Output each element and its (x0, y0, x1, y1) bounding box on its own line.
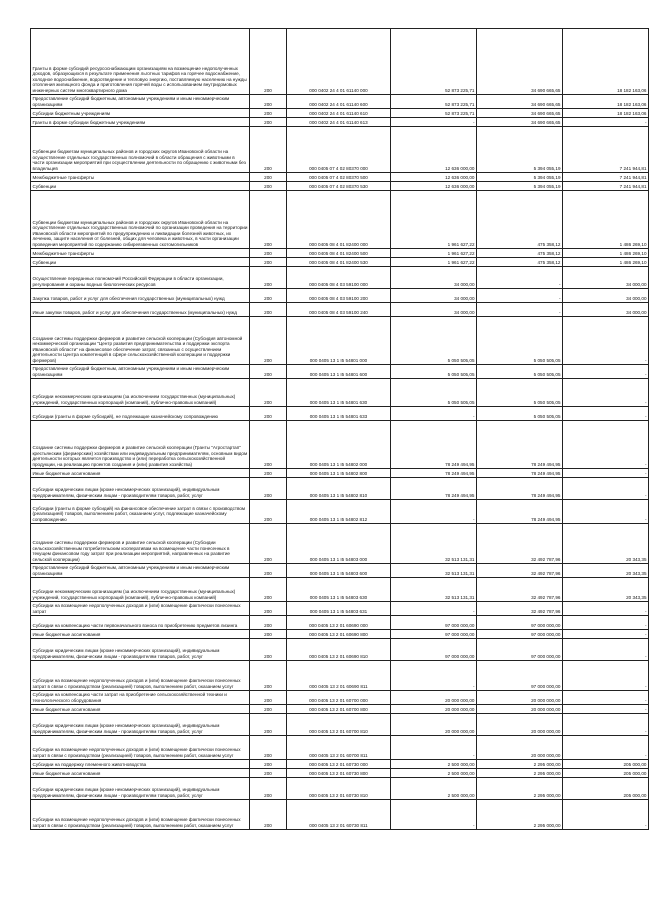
row-kbk-cell: 000 0405 08 4 01 82400 000 (287, 191, 391, 249)
table-row (31, 365, 649, 379)
table-row (31, 173, 649, 182)
row-executed-cell: 5 394 055,19 (477, 182, 563, 191)
row-approved-cell: 2 500 000,00 (391, 778, 477, 800)
row-kbk-cell: 000 0405 13 1 I5 54801 000 (287, 317, 391, 365)
row-approved-cell: 34 000,00 (391, 303, 477, 317)
row-unexecuted-cell: - (563, 421, 649, 469)
row-code-cell: 200 (250, 173, 287, 182)
row-approved-cell: 5 050 505,05 (391, 379, 477, 407)
row-executed-cell: 34 690 665,65 (477, 29, 563, 95)
row-approved-cell: - (391, 602, 477, 616)
row-name-cell: Иные бюджетные ассигнования (31, 769, 250, 778)
row-code-cell: 200 (250, 714, 287, 736)
row-executed-cell: 32 492 787,96 (477, 524, 563, 564)
row-unexecuted-cell: - (563, 500, 649, 524)
row-kbk-cell: 000 0405 13 2 01 60690 800 (287, 630, 391, 639)
row-name-cell: Межбюджетные трансферты (31, 249, 250, 258)
table-row (31, 578, 649, 602)
table-row (31, 118, 649, 127)
row-unexecuted-cell: - (563, 469, 649, 478)
row-unexecuted-cell: - (563, 379, 649, 407)
row-executed-cell: 97 000 000,00 (477, 616, 563, 630)
row-unexecuted-cell: - (563, 317, 649, 365)
row-name-cell: Субсидии некоммерческим организациям (за исключением государственных (муниципальных) учреждений, государственных корпораций (компаний), публично-правовых компаний) (31, 379, 250, 407)
row-name-cell: Субсидии юридическим лицам (кроме некоммерческих организаций), индивидуальным предпринимателям, физическим лицам - производителям товаров, работ, услуг (31, 478, 250, 500)
row-approved-cell: 34 000,00 (391, 267, 477, 289)
row-executed-cell: 5 050 505,05 (477, 379, 563, 407)
table-row (31, 736, 649, 760)
row-unexecuted-cell: 7 241 944,81 (563, 127, 649, 173)
row-executed-cell: 5 394 055,19 (477, 127, 563, 173)
row-executed-cell: 78 249 494,95 (477, 469, 563, 478)
row-kbk-cell: 000 0405 13 1 I5 54802 810 (287, 478, 391, 500)
row-code-cell: 200 (250, 736, 287, 760)
row-name-cell: Осуществление переданных полномочий Российской Федерации в области организации, регулирования и охраны водных биологических ресурсов (31, 267, 250, 289)
row-approved-cell: 52 873 225,71 (391, 95, 477, 109)
table-row (31, 469, 649, 478)
table-row (31, 524, 649, 564)
table-row (31, 714, 649, 736)
row-executed-cell: 97 000 000,00 (477, 639, 563, 661)
table-row (31, 639, 649, 661)
row-code-cell: 200 (250, 289, 287, 303)
row-name-cell: Субсидии (гранты в форме субсидий), не подлежащие казначейскому сопровождению (31, 407, 250, 421)
row-unexecuted-cell: - (563, 407, 649, 421)
row-name-cell: Создание системы поддержки фермеров и развитие сельской кооперации (Субсидии сельскохозяйственным потребительским кооперативам на возмещение части понесенных в текущем финансовом году затрат при реализации мероприятий, направленных на развитие сельской кооперации) (31, 524, 250, 564)
row-name-cell: Иные бюджетные ассигнования (31, 705, 250, 714)
table-row (31, 800, 649, 830)
row-unexecuted-cell: - (563, 714, 649, 736)
row-code-cell: 200 (250, 500, 287, 524)
table-row (31, 564, 649, 578)
row-executed-cell: 97 000 000,00 (477, 630, 563, 639)
row-code-cell: 200 (250, 303, 287, 317)
row-approved-cell: 78 249 494,95 (391, 469, 477, 478)
row-approved-cell: 52 873 225,71 (391, 109, 477, 118)
row-name-cell: Предоставление субсидий бюджетным, автономным учреждениям и иным некоммерческим организациям (31, 95, 250, 109)
row-kbk-cell: 000 0405 07 4 02 80370 530 (287, 182, 391, 191)
row-approved-cell: 5 050 505,05 (391, 365, 477, 379)
row-executed-cell: 2 295 000,00 (477, 769, 563, 778)
row-approved-cell: 12 636 000,00 (391, 182, 477, 191)
row-kbk-cell: 000 0402 24 4 01 61140 613 (287, 118, 391, 127)
row-code-cell: 200 (250, 778, 287, 800)
row-code-cell: 200 (250, 379, 287, 407)
row-executed-cell: 2 295 000,00 (477, 760, 563, 769)
table-row (31, 267, 649, 289)
row-name-cell: Субсидии юридическим лицам (кроме некоммерческих организаций), индивидуальным предпринимателям, физическим лицам - производителям товаров, работ, услуг (31, 639, 250, 661)
row-approved-cell: 5 050 505,05 (391, 317, 477, 365)
row-unexecuted-cell: - (563, 800, 649, 830)
row-unexecuted-cell: 205 000,00 (563, 760, 649, 769)
row-name-cell: Создание системы поддержки фермеров и развитие сельской кооперации (Гранты "Агростартап" крестьянским (фермерским) хозяйствам или индивидуальным предпринимателям, основным видом деятельности которых является производство и (или) переработка сельскохозяйственной продукции, на реализацию проектов создания и (или) развития хозяйства) (31, 421, 250, 469)
table-row (31, 630, 649, 639)
row-code-cell: 200 (250, 478, 287, 500)
row-name-cell: Гранты в форме субсидий ресурсоснабжающим организациям на возмещение недополученных доходов, образующихся в результате применения льготных тарифов на горячее водоснабжение, холодное водоснабжение, водоотведение и тепловую энергию, поставляемую населению на нужды отопления жилищного фонда и приготовления горячей воды с использованием внутридомовых инженерных систем многоквартирного дома (31, 29, 250, 95)
row-unexecuted-cell: 34 000,00 (563, 289, 649, 303)
row-unexecuted-cell: - (563, 639, 649, 661)
row-executed-cell: - (477, 289, 563, 303)
table-row (31, 109, 649, 118)
row-approved-cell: 78 249 494,95 (391, 421, 477, 469)
budget-execution-table (30, 28, 649, 830)
table-row (31, 258, 649, 267)
row-name-cell: Создание системы поддержки фермеров и развитие сельской кооперации (Субсидия автономной некоммерческой организации "Центр развития предпринимательства и поддержки экспорта Ивановской области" на финансовое обеспечение затрат, связанных с осуществлением деятельности Центра компетенций в сфере сельскохозяйственной кооперации и поддержки фермеров) (31, 317, 250, 365)
row-code-cell: 200 (250, 249, 287, 258)
row-kbk-cell: 000 0405 07 4 02 80370 500 (287, 173, 391, 182)
row-name-cell: Субсидии на компенсацию части затрат на приобретение сельскохозяйственной техники и технологического оборудования (31, 691, 250, 705)
row-approved-cell: 20 000 000,00 (391, 705, 477, 714)
row-code-cell: 200 (250, 630, 287, 639)
row-approved-cell: - (391, 736, 477, 760)
table-row (31, 379, 649, 407)
row-name-cell: Субсидии на возмещение недополученных доходов и (или) возмещение фактически понесенных затрат (31, 602, 250, 616)
row-approved-cell: - (391, 118, 477, 127)
row-code-cell: 200 (250, 407, 287, 421)
row-unexecuted-cell: 18 182 163,06 (563, 29, 649, 95)
row-unexecuted-cell: 34 000,00 (563, 267, 649, 289)
row-unexecuted-cell: - (563, 478, 649, 500)
table-row (31, 421, 649, 469)
row-code-cell: 200 (250, 109, 287, 118)
row-approved-cell: 32 513 131,31 (391, 564, 477, 578)
row-name-cell: Субвенции (31, 258, 250, 267)
row-kbk-cell: 000 0405 13 2 01 60700 810 (287, 714, 391, 736)
table-row (31, 303, 649, 317)
row-name-cell: Субсидии некоммерческим организациям (за исключением государственных (муниципальных) учреждений, государственных корпораций (компаний), публично-правовых компаний) (31, 578, 250, 602)
row-unexecuted-cell: - (563, 691, 649, 705)
row-name-cell: Субсидии юридическим лицам (кроме некоммерческих организаций), индивидуальным предпринимателям, физическим лицам - производителям товаров, работ, услуг (31, 714, 250, 736)
row-unexecuted-cell: 7 241 944,81 (563, 173, 649, 182)
row-name-cell: Гранты в форме субсидии бюджетным учреждениям (31, 118, 250, 127)
row-executed-cell: 32 492 787,96 (477, 602, 563, 616)
row-kbk-cell: 000 0405 13 2 01 60690 000 (287, 616, 391, 630)
row-code-cell: 200 (250, 258, 287, 267)
row-approved-cell: 1 961 627,22 (391, 249, 477, 258)
row-executed-cell: 5 050 505,05 (477, 407, 563, 421)
row-approved-cell: 78 249 494,95 (391, 478, 477, 500)
row-kbk-cell: 000 0405 13 1 I5 54802 000 (287, 421, 391, 469)
row-kbk-cell: 000 0405 08 4 03 59100 240 (287, 303, 391, 317)
table-body (31, 29, 649, 830)
row-kbk-cell: 000 0405 13 2 01 60690 810 (287, 639, 391, 661)
row-kbk-cell: 000 0402 24 4 01 61140 600 (287, 95, 391, 109)
row-approved-cell: 2 500 000,00 (391, 769, 477, 778)
row-kbk-cell: 000 0405 08 4 03 59100 000 (287, 267, 391, 289)
row-kbk-cell: 000 0405 13 2 01 60700 000 (287, 691, 391, 705)
row-unexecuted-cell: - (563, 616, 649, 630)
table-row (31, 127, 649, 173)
row-unexecuted-cell: - (563, 365, 649, 379)
row-code-cell: 200 (250, 578, 287, 602)
row-code-cell: 200 (250, 182, 287, 191)
row-unexecuted-cell: 18 182 163,06 (563, 95, 649, 109)
row-name-cell: Предоставление субсидий бюджетным, автономным учреждениям и иным некоммерческим организациям (31, 564, 250, 578)
row-name-cell: Субсидии на возмещение недополученных доходов и (или) возмещение фактически понесенных затрат в связи с производством (реализацией) товаров, выполнением работ, оказанием услуг (31, 800, 250, 830)
row-unexecuted-cell: - (563, 602, 649, 616)
row-kbk-cell: 000 0405 13 1 I5 54801 630 (287, 379, 391, 407)
row-kbk-cell: 000 0405 13 1 I5 54801 633 (287, 407, 391, 421)
row-code-cell: 200 (250, 564, 287, 578)
row-kbk-cell: 000 0405 13 2 01 60730 811 (287, 800, 391, 830)
row-executed-cell: - (477, 303, 563, 317)
row-code-cell: 200 (250, 769, 287, 778)
row-code-cell: 200 (250, 95, 287, 109)
row-name-cell: Иные бюджетные ассигнования (31, 469, 250, 478)
row-name-cell: Иные бюджетные ассигнования (31, 630, 250, 639)
row-approved-cell: 32 513 131,31 (391, 578, 477, 602)
row-kbk-cell: 000 0405 13 1 I5 54802 800 (287, 469, 391, 478)
row-executed-cell: 5 394 055,19 (477, 173, 563, 182)
row-executed-cell: 20 000 000,00 (477, 736, 563, 760)
row-name-cell: Субсидии (гранты в форме субсидий) на финансовое обеспечение затрат в связи с производством (реализацией) товаров, выполнением работ, оказанием услуг, подлежащие казначейскому сопровождению (31, 500, 250, 524)
row-unexecuted-cell: 7 241 944,81 (563, 182, 649, 191)
table-row (31, 95, 649, 109)
row-executed-cell: 32 492 787,96 (477, 578, 563, 602)
row-kbk-cell: 000 0405 13 1 I5 54803 000 (287, 524, 391, 564)
table-row (31, 705, 649, 714)
row-executed-cell: 20 000 000,00 (477, 714, 563, 736)
row-approved-cell: 52 873 225,71 (391, 29, 477, 95)
row-kbk-cell: 000 0405 13 1 I5 54802 812 (287, 500, 391, 524)
row-kbk-cell: 000 0405 13 2 01 60730 810 (287, 778, 391, 800)
row-code-cell: 200 (250, 705, 287, 714)
row-approved-cell: 1 961 627,22 (391, 258, 477, 267)
row-code-cell: 200 (250, 800, 287, 830)
row-name-cell: Предоставление субсидий бюджетным, автономным учреждениям и иным некоммерческим организациям (31, 365, 250, 379)
row-kbk-cell: 000 0405 08 4 01 82400 530 (287, 258, 391, 267)
row-executed-cell: 34 690 665,65 (477, 109, 563, 118)
row-kbk-cell: 000 0405 13 1 I5 54803 631 (287, 602, 391, 616)
row-approved-cell: - (391, 407, 477, 421)
row-name-cell: Субвенции бюджетам муниципальных районов и городских округов Ивановской области на осуществление отдельных государственных полномочий в области обращения с животными в части организации мероприятий при осуществлении деятельности по обращению с животными без владельцев (31, 127, 250, 173)
row-name-cell: Иные закупки товаров, работ и услуг для обеспечения государственных (муниципальных) нужд (31, 303, 250, 317)
row-unexecuted-cell: 205 000,00 (563, 769, 649, 778)
row-unexecuted-cell: - (563, 630, 649, 639)
row-name-cell: Субсидии на возмещение недополученных доходов и (или) возмещение фактически понесенных затрат в связи с производством (реализацией) товаров, выполнением работ, оказанием услуг (31, 736, 250, 760)
row-unexecuted-cell: 1 486 269,10 (563, 258, 649, 267)
table-row (31, 249, 649, 258)
row-code-cell: 200 (250, 118, 287, 127)
row-name-cell: Субвенции бюджетам муниципальных районов и городских округов Ивановской области на осуществление отдельных государственных полномочий по организации проведения на территории Ивановской области мероприятий по предупреждению и ликвидации болезней животных, их лечению, защите населения от болезней, общих для человека и животных, в части организации проведения мероприятий по содержанию сибиреязвенных скотомогильников (31, 191, 250, 249)
row-executed-cell: - (477, 267, 563, 289)
row-approved-cell: 97 000 000,00 (391, 616, 477, 630)
table-row (31, 616, 649, 630)
row-code-cell: 200 (250, 421, 287, 469)
table-row (31, 691, 649, 705)
table-row (31, 769, 649, 778)
row-code-cell: 200 (250, 639, 287, 661)
row-unexecuted-cell: 20 343,35 (563, 564, 649, 578)
row-unexecuted-cell: - (563, 705, 649, 714)
row-executed-cell: 32 492 787,96 (477, 564, 563, 578)
row-unexecuted-cell: - (563, 118, 649, 127)
row-name-cell: Субсидии на возмещение недополученных доходов и (или) возмещение фактически понесенных затрат в связи с производством (реализацией) товаров, выполнением работ, оказанием услуг (31, 661, 250, 691)
table-row (31, 500, 649, 524)
row-unexecuted-cell: 20 343,35 (563, 578, 649, 602)
row-name-cell: Субвенции (31, 182, 250, 191)
row-unexecuted-cell: - (563, 661, 649, 691)
table-row (31, 289, 649, 303)
row-kbk-cell: 000 0405 13 2 01 60700 800 (287, 705, 391, 714)
row-code-cell: 200 (250, 317, 287, 365)
row-kbk-cell: 000 0405 13 2 01 60700 811 (287, 736, 391, 760)
table-row (31, 182, 649, 191)
row-executed-cell: 5 050 505,05 (477, 365, 563, 379)
row-kbk-cell: 000 0405 13 2 01 60690 811 (287, 661, 391, 691)
row-name-cell: Субсидии на компенсацию части первоначального взноса по приобретению предметов лизинга (31, 616, 250, 630)
row-kbk-cell: 000 0405 07 4 02 80370 000 (287, 127, 391, 173)
row-unexecuted-cell: 20 343,35 (563, 524, 649, 564)
row-kbk-cell: 000 0405 13 2 01 60730 000 (287, 760, 391, 769)
row-kbk-cell: 000 0405 13 1 I5 54803 600 (287, 564, 391, 578)
row-executed-cell: 5 050 505,05 (477, 317, 563, 365)
row-executed-cell: 475 358,12 (477, 249, 563, 258)
row-code-cell: 200 (250, 365, 287, 379)
row-unexecuted-cell: 1 486 269,10 (563, 249, 649, 258)
row-kbk-cell: 000 0405 13 1 I5 54803 630 (287, 578, 391, 602)
table-row (31, 602, 649, 616)
row-code-cell: 200 (250, 616, 287, 630)
row-name-cell: Межбюджетные трансферты (31, 173, 250, 182)
row-kbk-cell: 000 0405 13 2 01 60730 800 (287, 769, 391, 778)
row-approved-cell: 12 636 000,00 (391, 173, 477, 182)
row-unexecuted-cell: 1 486 269,10 (563, 191, 649, 249)
row-name-cell: Субсидии бюджетным учреждениям (31, 109, 250, 118)
row-executed-cell: 2 295 000,00 (477, 778, 563, 800)
row-kbk-cell: 000 0405 08 4 03 59100 200 (287, 289, 391, 303)
row-approved-cell: 34 000,00 (391, 289, 477, 303)
row-code-cell: 200 (250, 191, 287, 249)
row-unexecuted-cell: 34 000,00 (563, 303, 649, 317)
row-executed-cell: 34 690 665,65 (477, 118, 563, 127)
row-executed-cell: 97 000 000,00 (477, 661, 563, 691)
table-row (31, 778, 649, 800)
row-approved-cell: 32 513 131,31 (391, 524, 477, 564)
row-executed-cell: 20 000 000,00 (477, 691, 563, 705)
row-executed-cell: 78 249 494,95 (477, 478, 563, 500)
row-code-cell: 200 (250, 760, 287, 769)
row-code-cell: 200 (250, 127, 287, 173)
row-executed-cell: 475 358,12 (477, 191, 563, 249)
table-row (31, 661, 649, 691)
table-row (31, 191, 649, 249)
row-approved-cell: 97 000 000,00 (391, 630, 477, 639)
row-name-cell: Субсидии на поддержку племенного животноводства (31, 760, 250, 769)
table-row (31, 317, 649, 365)
row-approved-cell: 1 961 627,22 (391, 191, 477, 249)
row-code-cell: 200 (250, 29, 287, 95)
row-code-cell: 200 (250, 524, 287, 564)
row-unexecuted-cell: - (563, 736, 649, 760)
table-row (31, 760, 649, 769)
row-approved-cell: 20 000 000,00 (391, 691, 477, 705)
table-row (31, 407, 649, 421)
row-unexecuted-cell: 18 182 163,06 (563, 109, 649, 118)
row-approved-cell: 12 636 000,00 (391, 127, 477, 173)
row-code-cell: 200 (250, 267, 287, 289)
row-kbk-cell: 000 0405 08 4 01 82400 500 (287, 249, 391, 258)
row-executed-cell: 475 358,12 (477, 258, 563, 267)
row-code-cell: 200 (250, 691, 287, 705)
row-approved-cell: - (391, 661, 477, 691)
row-kbk-cell: 000 0405 13 1 I5 54801 600 (287, 365, 391, 379)
row-approved-cell: 20 000 000,00 (391, 714, 477, 736)
row-code-cell: 200 (250, 469, 287, 478)
row-executed-cell: 2 295 000,00 (477, 800, 563, 830)
row-approved-cell: 2 500 000,00 (391, 760, 477, 769)
table-row (31, 29, 649, 95)
row-kbk-cell: 000 0402 24 4 01 61140 000 (287, 29, 391, 95)
row-executed-cell: 78 249 494,95 (477, 421, 563, 469)
row-approved-cell: 97 000 000,00 (391, 639, 477, 661)
row-code-cell: 200 (250, 661, 287, 691)
row-name-cell: Закупка товаров, работ и услуг для обеспечения государственных (муниципальных) нужд (31, 289, 250, 303)
row-unexecuted-cell: 205 000,00 (563, 778, 649, 800)
row-executed-cell: 20 000 000,00 (477, 705, 563, 714)
row-code-cell: 200 (250, 602, 287, 616)
row-approved-cell: - (391, 500, 477, 524)
row-kbk-cell: 000 0402 24 4 01 61140 610 (287, 109, 391, 118)
row-name-cell: Субсидии юридическим лицам (кроме некоммерческих организаций), индивидуальным предпринимателям, физическим лицам - производителям товаров, работ, услуг (31, 778, 250, 800)
row-approved-cell: - (391, 800, 477, 830)
row-executed-cell: 34 690 665,65 (477, 95, 563, 109)
row-executed-cell: 78 249 494,95 (477, 500, 563, 524)
table-row (31, 478, 649, 500)
